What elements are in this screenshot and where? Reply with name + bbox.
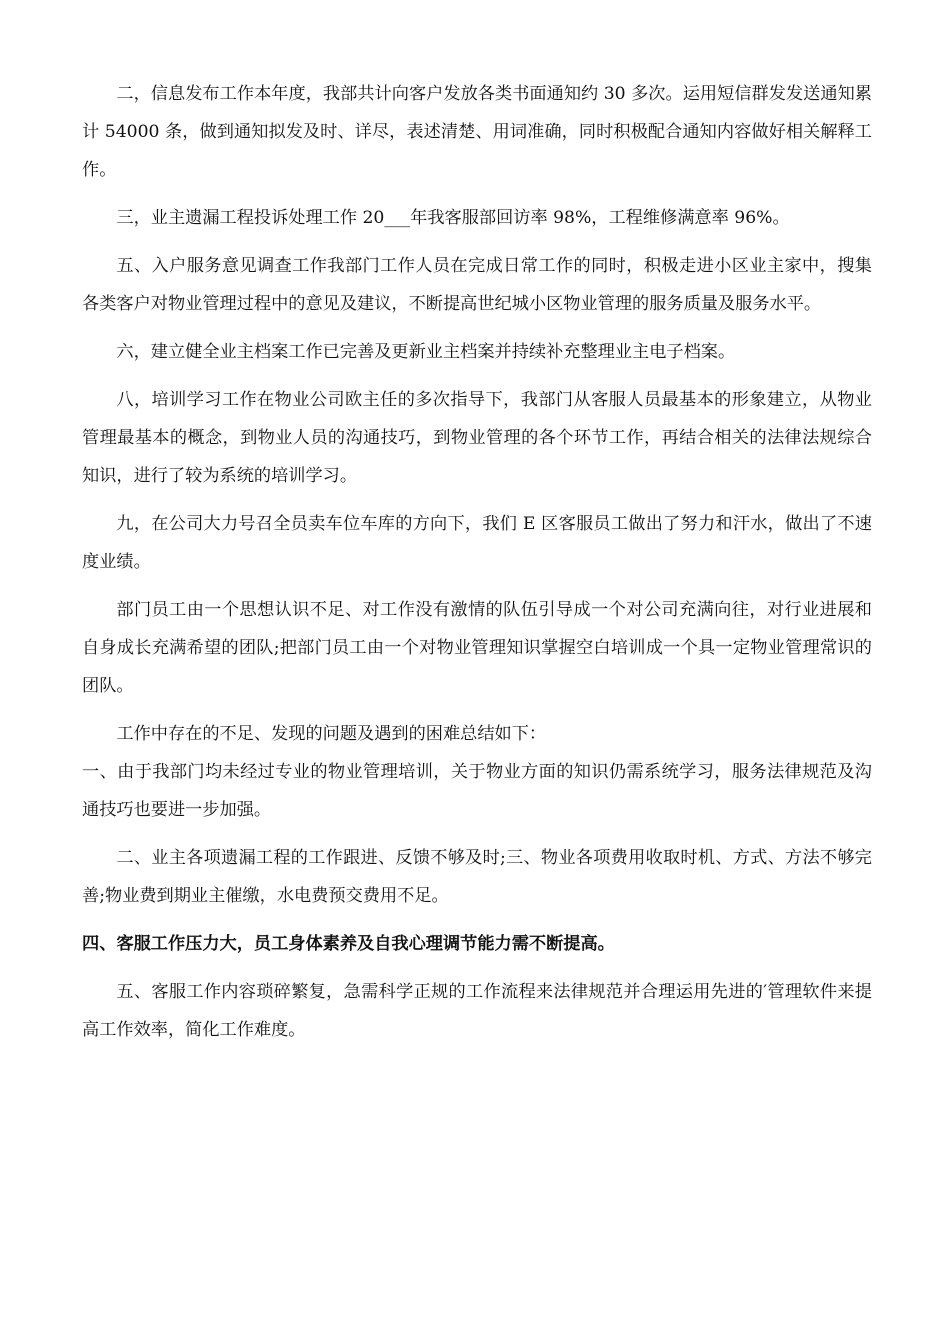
document-body (82, 75, 872, 1049)
paragraph-problem-5: 五、客服工作内容琐碎繁复，急需科学正规的工作流程来法律规范并合理运用先进的′管理软件来提高工作效率，简化工作难度。 (82, 982, 872, 1040)
paragraph-problem-4: 四、客服工作压力大，员工身体素养及自我心理调节能力需不断提高。 (82, 934, 615, 954)
paragraph-home-survey: 五、入户服务意见调查工作我部门工作人员在完成日常工作的同时，积极走进小区业主家中，搜集各类客户对物业管理过程中的意见及建议，不断提高世纪城小区物业管理的服务质量及服务水平。 (82, 256, 872, 314)
paragraph-team-growth: 部门员工由一个思想认识不足、对工作没有激情的队伍引导成一个对公司充满向往，对行业进展和自身成长充满希望的团队;把部门员工由一个对物业管理知识掌握空白培训成一个具一定物业管理常识的团队。 (82, 600, 872, 696)
paragraph-parking-sales: 九，在公司大力号召全员卖车位车库的方向下，我们 E 区客服员工做出了努力和汗水，做出了不速度业绩。 (82, 514, 872, 572)
paragraph-problem-2-3: 二、业主各项遗漏工程的工作跟进、反馈不够及时;三、物业各项费用收取时机、方式、方法不够完善;物业费到期业主催缴，水电费预交费用不足。 (82, 848, 872, 906)
paragraph-problems-intro: 工作中存在的不足、发现的问题及遇到的困难总结如下： (116, 724, 547, 744)
paragraph-complaint-handling: 三，业主遗漏工程投诉处理工作 20___年我客服部回访率 98%，工程维修满意率 96%。 (116, 208, 790, 228)
paragraph-problem-1: 一、由于我部门均未经过专业的物业管理培训，关于物业方面的知识仍需系统学习，服务法律规范及沟通技巧也要进一步加强。 (82, 762, 872, 820)
paragraph-owner-archives: 六，建立健全业主档案工作已完善及更新业主档案并持续补充整理业主电子档案。 (116, 342, 736, 362)
paragraph-info-release: 二，信息发布工作本年度，我部共计向客户发放各类书面通知约 30 多次。运用短信群发发送通知累计 54000 条，做到通知拟发及时、详尽，表述清楚、用词准确，同时积极配合通知内容做好相关解释工作。 (82, 84, 872, 180)
paragraph-training: 八，培训学习工作在物业公司欧主任的多次指导下，我部门从客服人员最基本的形象建立，从物业管理最基本的概念，到物业人员的沟通技巧，到物业管理的各个环节工作，再结合相关的法律法规综合知识，进行了较为系统的培训学习。 (82, 390, 872, 486)
